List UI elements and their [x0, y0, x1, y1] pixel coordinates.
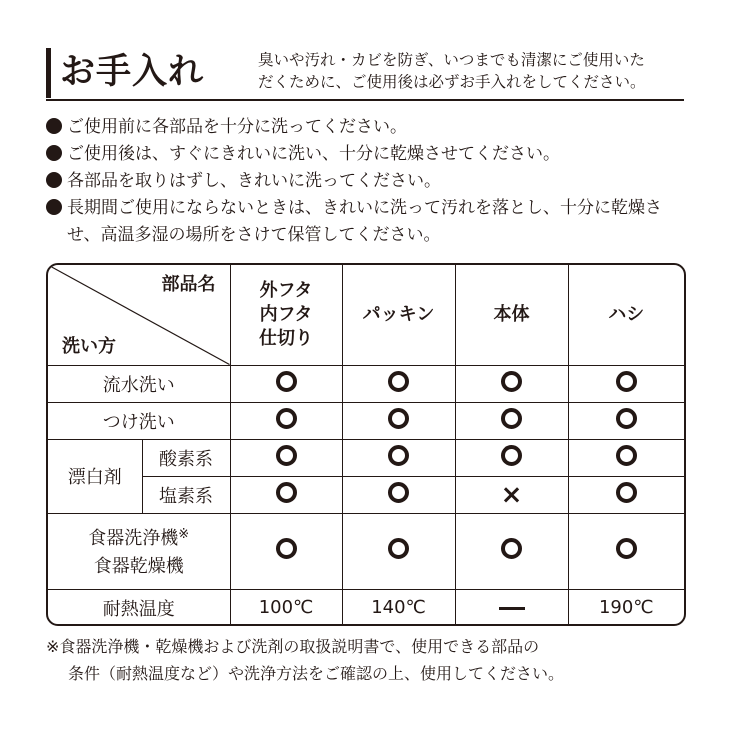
circle-mark: [342, 513, 455, 589]
row-group-label: 漂白剤: [48, 439, 142, 513]
circle-mark: [230, 513, 342, 589]
care-instructions-list: [46, 114, 696, 249]
circle-mark: [342, 476, 455, 513]
circle-mark: [230, 476, 342, 513]
circle-mark: [230, 439, 342, 476]
corner-label-parts: 部品名: [161, 274, 216, 295]
heat-value: 100℃: [230, 589, 342, 626]
circle-mark: [455, 439, 568, 476]
header-description-line: 臭いや汚れ・カビを防ぎ、いつまでも清潔にご使用いた: [258, 51, 645, 69]
heat-value: 190℃: [568, 589, 684, 626]
circle-mark: [568, 513, 684, 589]
table-row: [48, 402, 684, 439]
care-header: [46, 44, 684, 100]
footnote-line: ※食器洗浄機・乾燥機および洗剤の取扱説明書で、使用できる部品の: [46, 637, 540, 656]
list-item: ご使用後は、すぐにきれいに洗い、十分に乾燥させてください。: [46, 141, 696, 168]
table-corner-cell: [48, 265, 230, 365]
table-row: [48, 513, 684, 589]
column-header: 本体: [455, 265, 568, 365]
circle-mark: [568, 439, 684, 476]
footnote-line: 条件（耐熱温度など）や洗浄方法をご確認の上、使用してください。: [68, 664, 565, 683]
circle-mark: [230, 365, 342, 402]
row-label: 塩素系: [142, 476, 230, 513]
circle-mark: [342, 365, 455, 402]
row-label: 酸素系: [142, 439, 230, 476]
bullet-dot-icon: [46, 145, 62, 161]
heat-value-none: [455, 589, 568, 626]
bullet-dot-icon: [46, 118, 62, 134]
row-label: 耐熱温度: [48, 589, 230, 626]
row-label: つけ洗い: [48, 402, 230, 439]
circle-mark: [568, 402, 684, 439]
washing-method-table: [46, 263, 686, 626]
row-label: 食器洗浄機※ 食器乾燥機: [48, 513, 230, 589]
list-item: 各部品を取りはずし、きれいに洗ってください。: [46, 168, 696, 195]
circle-mark: [455, 365, 568, 402]
title-accent-bar: [46, 48, 51, 98]
header-rule: [46, 99, 684, 101]
header-description: [258, 49, 688, 93]
footnote: [46, 633, 696, 687]
list-item: 長期間ご使用にならないときは、きれいに洗って汚れを落とし、十分に乾燥させ、高温多湿の場所をさけて保管してください。: [46, 195, 667, 249]
circle-mark: [342, 402, 455, 439]
corner-label-method: 洗い方: [62, 335, 116, 357]
table-row: [48, 589, 684, 626]
bullet-dot-icon: [46, 172, 62, 188]
table-row: [48, 439, 684, 476]
table-row: [48, 365, 684, 402]
column-header: 外フタ 内フタ 仕切り: [230, 265, 342, 365]
column-header: ハシ: [568, 265, 684, 365]
heat-value: 140℃: [342, 589, 455, 626]
dash-icon: [499, 607, 525, 610]
row-label: 流水洗い: [48, 365, 230, 402]
note-marker: ※: [178, 527, 190, 542]
circle-mark: [230, 402, 342, 439]
cross-mark: ×: [455, 476, 568, 513]
circle-mark: [568, 365, 684, 402]
table-row: [48, 476, 684, 513]
circle-mark: [455, 402, 568, 439]
table-header-row: [48, 265, 684, 365]
page-title: お手入れ: [60, 52, 205, 92]
bullet-dot-icon: [46, 199, 62, 215]
circle-mark: [342, 439, 455, 476]
list-item: ご使用前に各部品を十分に洗ってください。: [46, 114, 696, 141]
header-description-line: だくために、ご使用後は必ずお手入れをしてください。: [258, 73, 646, 91]
circle-mark: [568, 476, 684, 513]
circle-mark: [455, 513, 568, 589]
column-header: パッキン: [342, 265, 455, 365]
